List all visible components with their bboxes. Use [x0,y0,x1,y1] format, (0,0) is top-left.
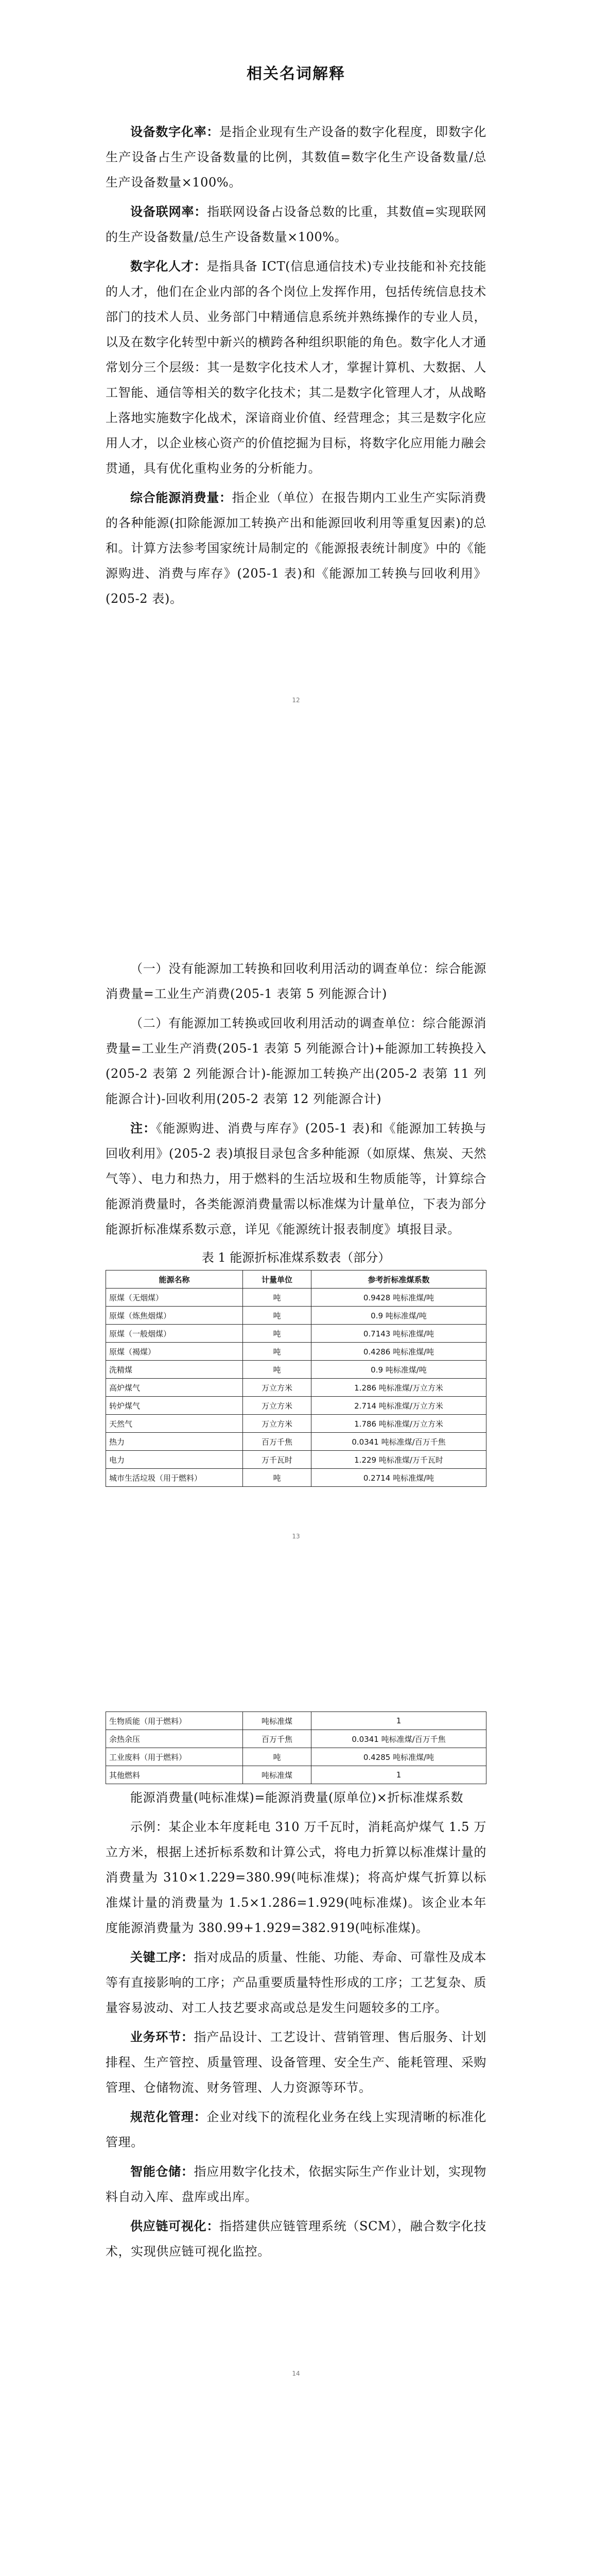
term-label: 综合能源消费量： [130,490,232,505]
definitions-body [106,1785,486,2264]
table-cell: 洗精煤 [106,1361,243,1379]
definition-paragraph [106,199,486,250]
definition-text: 示例：某企业本年度耗电 310 万千瓦时，消耗高炉煤气 1.5 万立方米，根据上述折标系数和计算公式，将电力折算以标准煤计量的消费量为 310×1.229=380.99(吨标准煤)；将高炉煤气折算以标准煤计量的消费量为 1.5×1.286=1.929(吨标准煤)。该企业本年度能源消费量为 380.99+1.929=382.919(吨标准煤)。 [106,1820,486,1935]
table-header-row [106,1270,486,1289]
definition-paragraph [106,1815,486,1941]
table-cell: 万立方米 [243,1379,311,1397]
table-cell: 吨 [243,1343,311,1361]
table-row [106,1766,486,1784]
table-row [106,1325,486,1343]
page-title: 相关名词解释 [247,65,345,83]
table-cell: 城市生活垃圾（用于燃料） [106,1469,243,1487]
term-label: 关键工序： [130,1950,194,1964]
definition-paragraph [106,120,486,195]
table-cell: 0.0341 吨标准煤/百万千焦 [311,1433,486,1451]
page-number: 13 [292,1533,300,1540]
table-cell: 吨 [243,1361,311,1379]
table-cell: 1.229 吨标准煤/万千瓦时 [311,1451,486,1469]
definition-text: （一）没有能源加工转换和回收利用活动的调查单位：综合能源消费量=工业生产消费(205-1 表第 5 列能源合计) [106,961,486,1001]
page-number: 14 [292,2370,300,2377]
table-cell: 余热余压 [106,1730,243,1748]
table-cell: 高炉煤气 [106,1379,243,1397]
table-cell: 吨标准煤 [243,1712,311,1730]
table-cell: 0.4285 吨标准煤/吨 [311,1748,486,1766]
table-row [106,1748,486,1766]
definition-text: 能源消费量(吨标准煤)=能源消费量(原单位)×折标准煤系数 [130,1790,464,1805]
definition-text: 《能源购进、消费与库存》(205-1 表)和《能源加工转换与回收利用》(205-2 表)填报目录包含多种能源（如原煤、焦炭、天然气等）、电力和热力，用于燃料的生活垃圾和生物质能等，计算综合能源消费量时，各类能源消费量需以标准煤为计量单位，下表为部分能源折标准煤系数示意，详见《能源统计报表制度》填报目录。 [106,1121,486,1236]
table-row [106,1469,486,1487]
table-cell: 0.2714 吨标准煤/吨 [311,1469,486,1487]
table-row [106,1451,486,1469]
table-cell: 天然气 [106,1415,243,1433]
definition-paragraph [106,2159,486,2210]
table-cell: 原煤（褐煤） [106,1343,243,1361]
column-header: 参考折标准煤系数 [311,1270,486,1289]
definition-text: 企业对线下的流程化业务在线上实现清晰的标准化管理。 [106,2110,486,2149]
document-page-12 [0,0,592,839]
document-page-15 [0,2514,592,2576]
definition-text: 指企业（单位）在报告期内工业生产实际消费的各种能源(扣除能源加工转换产出和能源回收利用等重复因素)的总和。计算方法参考国家统计局制定的《能源报表统计制度》中的《能源购进、消费与库存》(205-1 表)和《能源加工转换与回收利用》(205-2 表)。 [106,490,486,606]
table-body [106,1289,486,1487]
table-row [106,1397,486,1415]
table-cell: 吨 [243,1289,311,1307]
document-page-14 [0,1676,592,2514]
term-label: 智能仓储： [130,2164,194,2179]
table-caption: 表 1 能源折标准煤系数表（部分） [201,1250,391,1265]
definition-paragraph [106,1116,486,1242]
page-number: 12 [292,697,300,704]
table-cell: 1.786 吨标准煤/万立方米 [311,1415,486,1433]
column-header: 能源名称 [106,1270,243,1289]
table-cell: 0.7143 吨标准煤/吨 [311,1325,486,1343]
definition-text: 指应用数字化技术，依据实际生产作业计划，实现物料自动入库、盘库或出库。 [106,2164,486,2204]
table-cell: 百万千焦 [243,1433,311,1451]
table-row [106,1730,486,1748]
definition-paragraph [106,254,486,481]
definition-text: （二）有能源加工转换或回收利用活动的调查单位：综合能源消费量=工业生产消费(205-1 表第 5 列能源合计)+能源加工转换投入(205-2 表第 2 列能源合计)-能源加工转换产出(205-2 表第 11 列能源合计)-回收利用(205-2 表第 12 列能源合计) [106,1016,486,1106]
table-cell: 热力 [106,1433,243,1451]
table-cell: 万立方米 [243,1397,311,1415]
table-cell: 2.714 吨标准煤/万立方米 [311,1397,486,1415]
term-label: 注： [130,1121,156,1136]
term-label: 设备数字化率： [130,125,220,139]
energy-coefficient-table-continued [106,1711,486,1784]
definitions-body [106,120,486,612]
table-cell: 0.9428 吨标准煤/吨 [311,1289,486,1307]
table-cell: 原煤（无烟煤） [106,1289,243,1307]
page-content [0,61,592,612]
table-cell: 吨 [243,1307,311,1325]
definition-paragraph [106,2105,486,2155]
table-row [106,1415,486,1433]
definition-paragraph [106,2214,486,2264]
definition-text: 是指具备 ICT(信息通信技术)专业技能和补充技能的人才，他们在企业内部的各个岗位上发挥作用，包括传统信息技术部门的技术人员、业务部门中精通信息系统并熟练操作的专业人员，以及在数字化转型中新兴的横跨各种组织职能的角色。数字化人才通常划分三个层级：其一是数字化技术人才，掌握计算机、大数据、人工智能、通信等相关的数字化技术；其二是数字化管理人才，从战略上落地实施数字化战术，深谙商业价值、经营理念；其三是数字化应用人才，以企业核心资产的价值挖掘为目标，将数字化应用能力融会贯通，具有优化重构业务的分析能力。 [106,259,486,476]
table-cell: 吨 [243,1748,311,1766]
table-cell: 1 [311,1766,486,1784]
definition-text: 指联网设备占设备总数的比重，其数值=实现联网的生产设备数量/总生产设备数量×100%。 [106,205,487,244]
table-row [106,1433,486,1451]
definition-paragraph [106,485,486,612]
table-cell: 生物质能（用于燃料） [106,1712,243,1730]
table-row [106,1379,486,1397]
table-cell: 0.0341 吨标准煤/百万千焦 [311,1730,486,1748]
table-cell: 转炉煤气 [106,1397,243,1415]
document-page-13 [0,839,592,1676]
table-cell: 万千瓦时 [243,1451,311,1469]
table-row [106,1289,486,1307]
definition-paragraph [106,1011,486,1112]
table-row [106,1343,486,1361]
table-cell: 吨 [243,1469,311,1487]
definition-text: 是指企业现有生产设备的数字化程度，即数字化生产设备占生产设备数量的比例，其数值=数字化生产设备数量/总生产设备数量×100%。 [106,125,486,190]
table-row [106,1712,486,1730]
definition-paragraph [106,956,486,1007]
table-cell: 0.4286 吨标准煤/吨 [311,1343,486,1361]
table-cell: 0.9 吨标准煤/吨 [311,1361,486,1379]
table-cell: 1.286 吨标准煤/万立方米 [311,1379,486,1397]
definition-text: 指对成品的质量、性能、功能、寿命、可靠性及成本等有直接影响的工序；产品重要质量特性形成的工序；工艺复杂、质量容易波动、对工人技艺要求高或总是发生问题较多的工序。 [106,1950,486,2015]
term-label: 设备联网率： [130,205,207,219]
table-cell: 吨标准煤 [243,1766,311,1784]
definitions-body [106,956,486,1242]
definition-text: 指产品设计、工艺设计、营销管理、售后服务、计划排程、生产管控、质量管理、设备管理、安全生产、能耗管理、采购管理、仓储物流、财务管理、人力资源等环节。 [106,2030,486,2095]
table-cell: 百万千焦 [243,1730,311,1748]
table-cell: 1 [311,1712,486,1730]
column-header: 计量单位 [243,1270,311,1289]
table-cell: 吨 [243,1325,311,1343]
table-row [106,1307,486,1325]
page-content [0,956,592,1487]
definition-text: 指搭建供应链管理系统（SCM），融合数字化技术，实现供应链可视化监控。 [106,2219,487,2259]
table-body [106,1712,486,1784]
term-label: 规范化管理： [130,2110,207,2124]
energy-coefficient-table [106,1270,486,1487]
table-cell: 原煤（一般烟煤） [106,1325,243,1343]
table-cell: 万立方米 [243,1415,311,1433]
table-cell: 工业废料（用于燃料） [106,1748,243,1766]
table-row [106,1361,486,1379]
table-cell: 原煤（炼焦烟煤） [106,1307,243,1325]
term-label: 业务环节： [130,2030,194,2044]
table-cell: 0.9 吨标准煤/吨 [311,1307,486,1325]
table-cell: 其他燃料 [106,1766,243,1784]
term-label: 数字化人才： [130,259,207,274]
page-content [0,1711,592,2264]
definition-paragraph [106,2025,486,2100]
table-cell: 电力 [106,1451,243,1469]
definition-paragraph [106,1785,486,1810]
definition-paragraph [106,1945,486,2021]
term-label: 供应链可视化： [130,2219,220,2233]
